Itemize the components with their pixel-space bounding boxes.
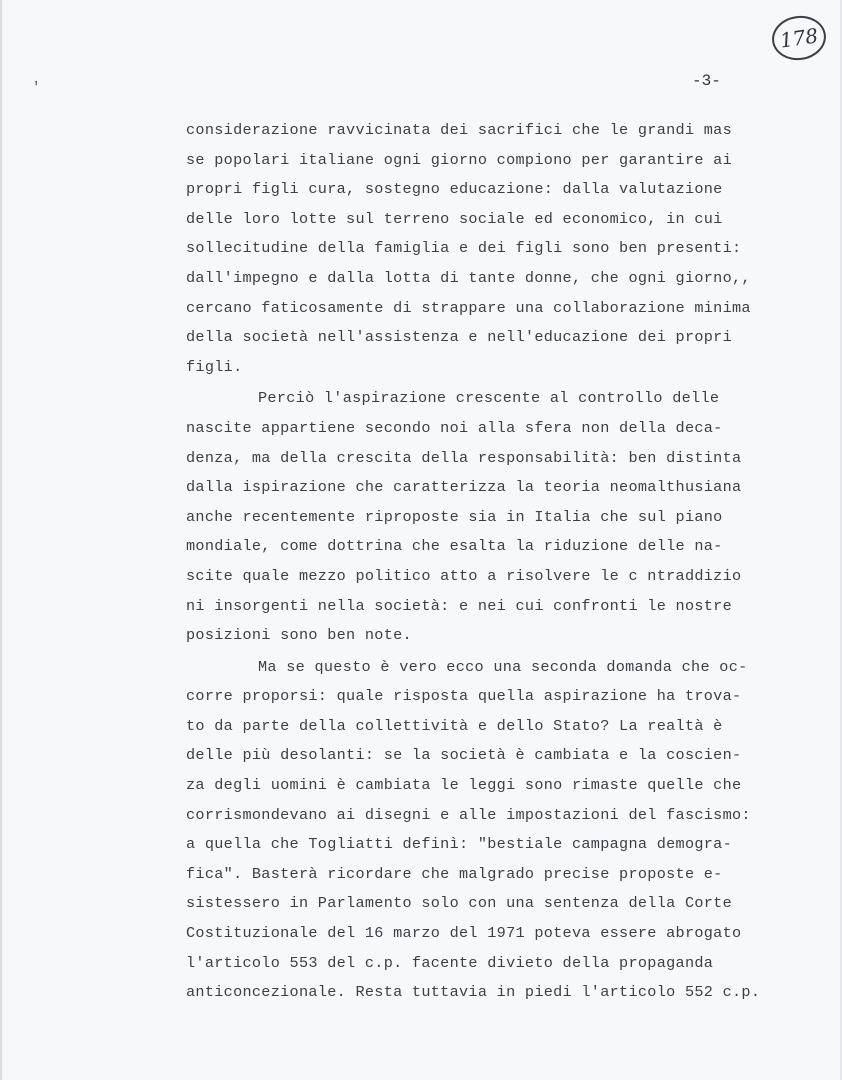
archive-stamp bbox=[769, 12, 829, 63]
text-line: anticoncezionale. Resta tuttavia in piedi l'articolo 552 c.p. bbox=[186, 983, 761, 1002]
text-line: posizioni sono ben note. bbox=[186, 626, 412, 645]
text-line: sollecitudine della famiglia e dei figli sono ben presenti: bbox=[186, 239, 742, 258]
text-line: mondiale, come dottrina che esalta la riduzione delle na- bbox=[186, 537, 723, 556]
text-line: nascite appartiene secondo noi alla sfera non della deca- bbox=[186, 418, 723, 437]
text-line: scite quale mezzo politico atto a risolvere le c ntraddizio bbox=[186, 566, 742, 585]
text-line: a quella che Togliatti definì: "bestiale campagna demogra- bbox=[186, 835, 733, 854]
text-line: fica". Basterà ricordare che malgrado precise proposte e- bbox=[186, 864, 723, 883]
text-line: corrismondevano ai disegni e alle impostazioni del fascismo: bbox=[186, 805, 751, 824]
text-line: sistessero in Parlamento solo con una sentenza della Corte bbox=[186, 894, 733, 913]
body-text bbox=[186, 116, 806, 1008]
paragraph-3 bbox=[186, 653, 806, 1008]
text-line: propri figli cura, sostegno educazione: dalla valutazione bbox=[186, 180, 723, 199]
text-line: della società nell'assistenza e nell'educazione dei propri bbox=[186, 328, 733, 347]
page-number: -3- bbox=[692, 72, 721, 90]
text-line: cercano faticosamente di strappare una collaborazione minima bbox=[186, 298, 751, 317]
text-line: considerazione ravvicinata dei sacrifici che le grandi mas bbox=[186, 121, 733, 139]
paragraph-1 bbox=[186, 116, 806, 382]
text-line: ni insorgenti nella società: e nei cui confronti le nostre bbox=[186, 596, 733, 615]
text-line: se popolari italiane ogni giorno compiono per garantire ai bbox=[186, 150, 733, 169]
text-line: Ma se questo è vero ecco una seconda domanda che oc- bbox=[258, 657, 748, 676]
paragraph-2 bbox=[186, 384, 806, 650]
text-line: corre proporsi: quale risposta quella aspirazione ha trova- bbox=[186, 687, 742, 706]
text-line: denza, ma della crescita della responsabilità: ben distinta bbox=[186, 448, 742, 467]
text-line: delle più desolanti: se la società è cambiata e la coscien- bbox=[186, 746, 742, 765]
text-line: Perciò l'aspirazione crescente al controllo delle bbox=[258, 389, 720, 408]
text-line: to da parte della collettività e dello Stato? La realtà è bbox=[186, 716, 723, 735]
text-line: Costituzionale del 16 marzo del 1971 poteva essere abrogato bbox=[186, 924, 742, 943]
text-line: delle loro lotte sul terreno sociale ed economico, in cui bbox=[186, 209, 723, 228]
text-line: dalla ispirazione che caratterizza la teoria neomalthusiana bbox=[186, 478, 742, 497]
text-line: anche recentemente riproposte sia in Italia che sul piano bbox=[186, 507, 723, 526]
text-line: l'articolo 553 del c.p. facente divieto della propaganda bbox=[186, 953, 714, 972]
text-line: figli. bbox=[186, 357, 243, 376]
archive-stamp-number: 178 bbox=[778, 23, 820, 53]
text-line: za degli uomini è cambiata le leggi sono rimaste quelle che bbox=[186, 776, 742, 795]
margin-mark: ' bbox=[32, 80, 41, 96]
text-line: dall'impegno e dalla lotta di tante donne, che ogni giorno,, bbox=[186, 268, 751, 287]
